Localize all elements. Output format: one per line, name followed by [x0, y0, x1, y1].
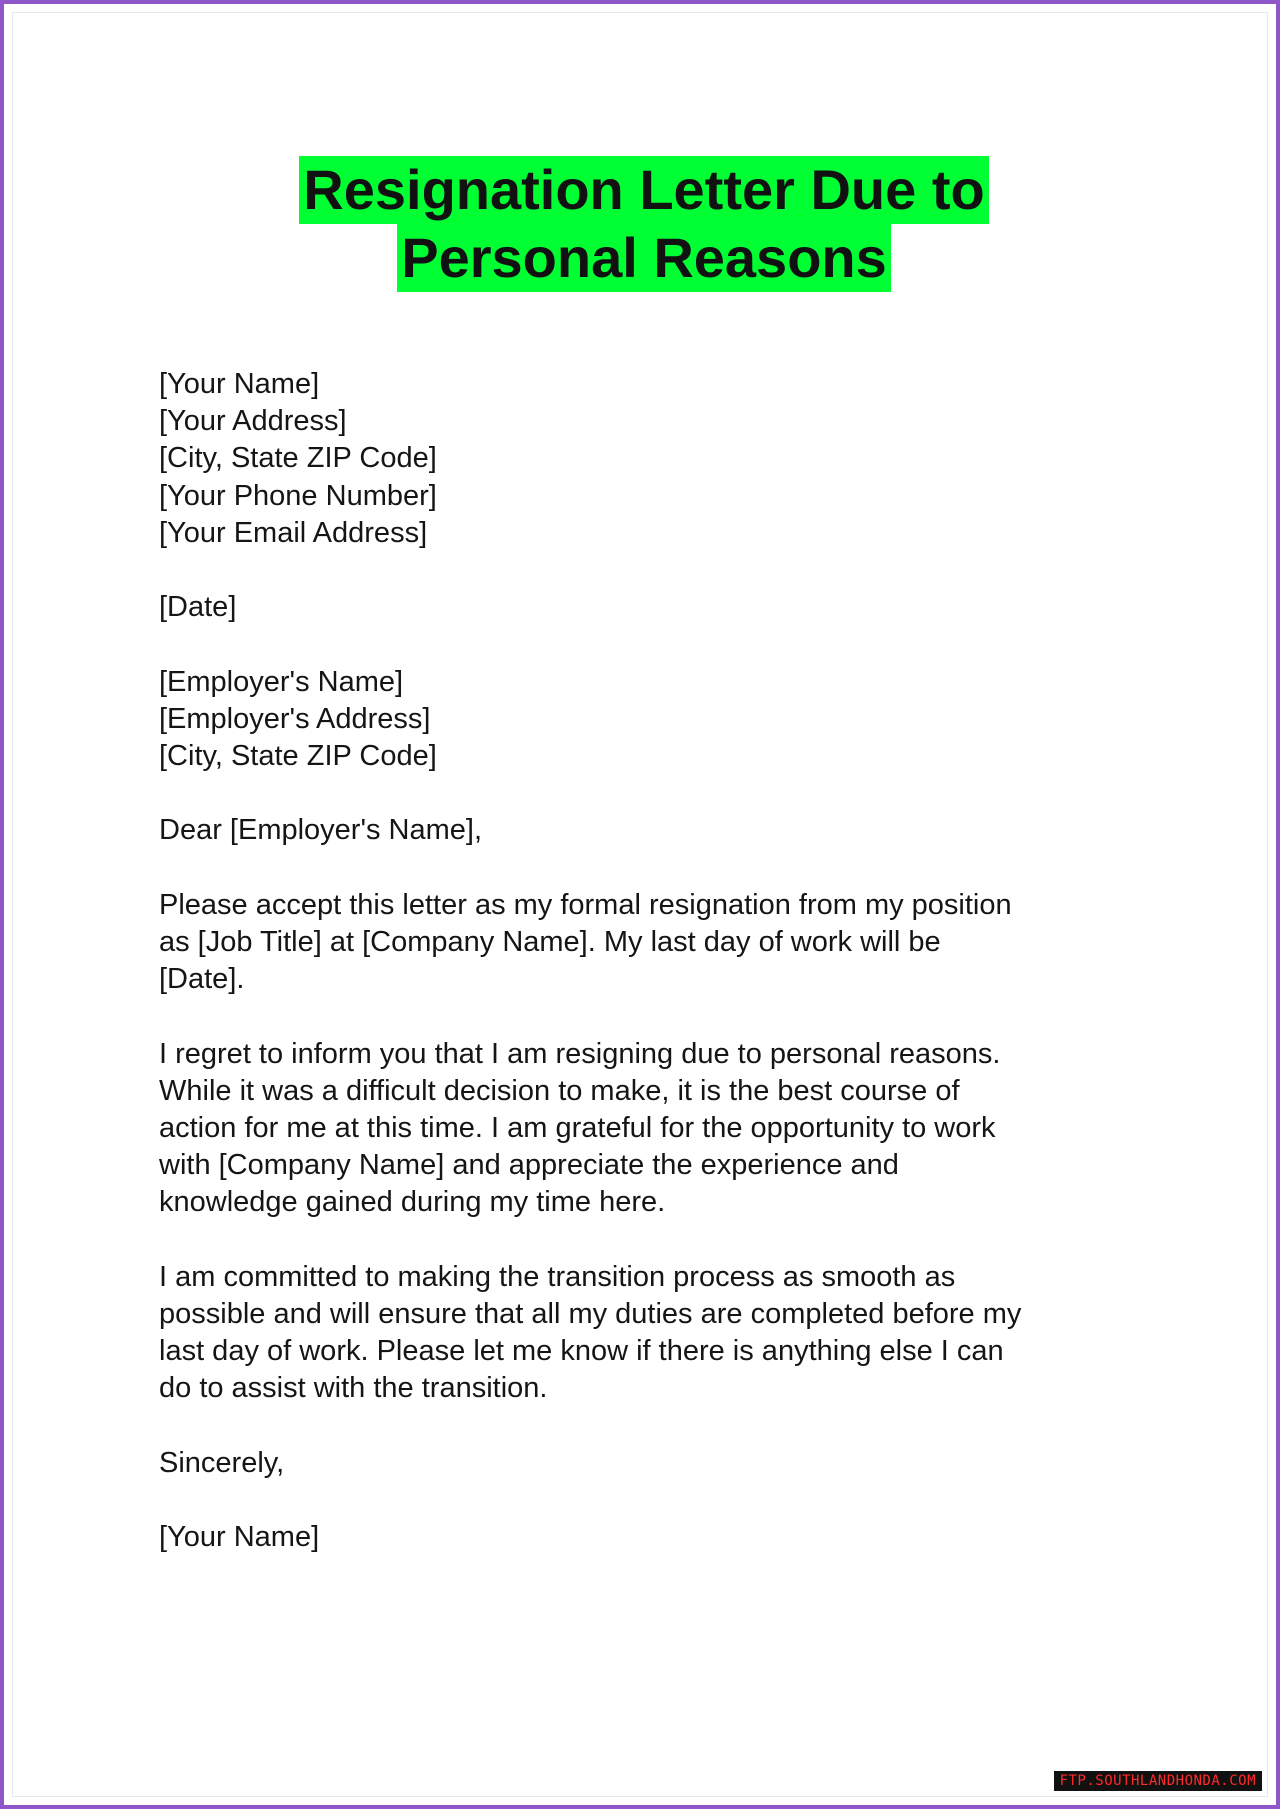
letter-date: [Date]: [159, 591, 237, 624]
recipient-name: [Employer's Name]: [159, 665, 404, 698]
paragraph-line: [Date].: [159, 963, 245, 996]
recipient-block: [159, 664, 1139, 776]
sender-name: [Your Name]: [159, 368, 320, 400]
sender-city: [City, State ZIP Code]: [159, 442, 437, 475]
paragraph-line: Please accept this letter as my formal resignation from my position: [159, 888, 1012, 921]
sender-block: [159, 366, 1139, 552]
paragraph-line: as [Job Title] at [Company Name]. My last day of work will be: [159, 925, 941, 958]
paragraph-2: [159, 1036, 1139, 1222]
paragraph-line: with [Company Name] and appreciate the experience and: [159, 1149, 899, 1182]
sender-phone: [Your Phone Number]: [159, 479, 437, 512]
paragraph-line: I am committed to making the transition process as smooth as: [159, 1260, 956, 1293]
closing: Sincerely,: [159, 1446, 285, 1479]
recipient-address: [Employer's Address]: [159, 702, 431, 735]
recipient-city: [City, State ZIP Code]: [159, 740, 437, 772]
title-line-2: Personal Reasons: [397, 224, 891, 292]
paragraph-line: possible and will ensure that all my duties are completed before my: [159, 1297, 1022, 1330]
sender-address: [Your Address]: [159, 405, 347, 438]
paragraph-line: I regret to inform you that I am resigning due to personal reasons.: [159, 1037, 1001, 1070]
sender-email: [Your Email Address]: [159, 516, 428, 549]
document-title: [4, 156, 1280, 292]
watermark-label: FTP.SOUTHLANDHONDA.COM: [1054, 1771, 1262, 1791]
paragraph-1: [159, 887, 1139, 999]
salutation: Dear [Employer's Name],: [159, 814, 483, 847]
paragraph-line: While it was a difficult decision to make, it is the best course of: [159, 1074, 960, 1107]
paragraph-line: last day of work. Please let me know if there is anything else I can: [159, 1335, 1004, 1368]
title-line-1: Resignation Letter Due to: [299, 156, 988, 224]
paragraph-line: knowledge gained during my time here.: [159, 1186, 666, 1219]
letter-body: [159, 366, 1139, 1556]
paragraph-line: action for me at this time. I am grateful for the opportunity to work: [159, 1111, 996, 1144]
paragraph-3: [159, 1259, 1139, 1408]
signature: [Your Name]: [159, 1521, 320, 1554]
paragraph-line: do to assist with the transition.: [159, 1372, 548, 1405]
